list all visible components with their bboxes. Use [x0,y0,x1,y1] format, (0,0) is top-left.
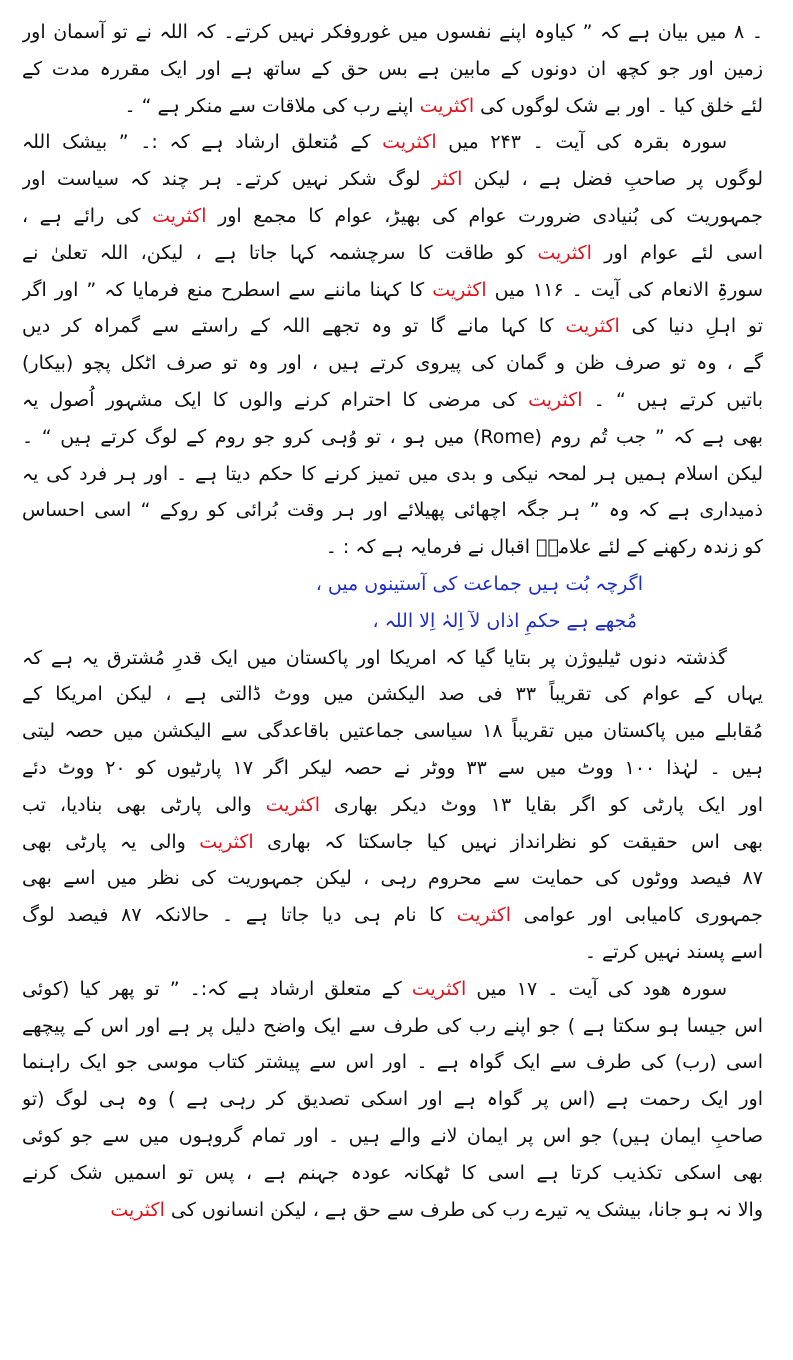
text-line [22,161,763,198]
highlighted-word: اکثریت [565,315,620,338]
text-segment: کی مرضی کا احترام کرنے والوں کا ایک مشہور اُصول یہ [22,388,529,411]
text-segment: جمہوری کامیابی اور عوامی [511,904,763,927]
text-segment: کا کہنا ماننے سے اسطرح منع فرمایا کہ ” اور اگر [22,278,433,301]
text-segment: سورۃِ الانعام کی آیت ۔ ۱۱۶ میں [486,278,763,301]
text-line [22,492,763,529]
text-line [22,1081,763,1118]
text-segment: مُقابلے میں پاکستان میں تقریباً ۱۸ سیاسی جماعتیں باقاعدگی سے الیکشن میں حصہ لیتی [22,720,763,743]
paragraph [22,14,763,124]
highlighted-word: اکثریت [382,131,437,154]
text-segment: باتیں کرتے ہیں “ ۔ [582,388,763,411]
text-segment: مُجھے ہے حکمِ اذاں لآ اِلہٰ اِلا اللہ ، [372,609,637,632]
text-segment: کو زندہ رکھنے کے لئے علامہؒ اقبال نے فرمایہ ہے کہ : ۔ [325,536,763,559]
text-line [22,88,763,125]
text-segment: کا کہا مانے گا تو وہ تجھے اللہ کے راستے سے گمراہ کر دیں [22,315,566,338]
text-segment: کا نام ہی دیا جاتا ہے ۔ حالانکہ ۸۷ فیصد لوگ [22,904,457,927]
text-segment: لیکن اسلام ہمیں ہر لمحہ نیکی و بدی میں تمیز کرنے کا حکم دیتا ہے ۔ اور ہر فرد کی یہ [22,462,763,485]
text-segment: اس جیسا ہو سکتا ہے ) جو اپنے رب کی طرف سے ایک واضح دلیل پر ہے اور اس کے پیچھے [22,1014,763,1037]
text-segment: کے مُتعلق ارشاد ہے کہ :۔ ” بیشک اللہ [22,131,383,154]
text-segment: جمہوریت کی بُنیادی ضرورت عوام کی بھیڑ، عوام کا مجمع اور [206,204,763,227]
document-body [22,14,763,1228]
text-line [22,971,763,1008]
paragraph [22,971,763,1229]
text-segment: والی پارٹی بھی بنادیا، تب [22,793,266,816]
text-line [22,824,763,861]
text-line [22,235,763,272]
text-segment: سورہ ھود کی آیت ۔ ۱۷ میں [466,977,727,1000]
text-line [22,787,763,824]
text-segment: بھی اس حقیقت کو نظرانداز نہیں کیا جاسکتا کہ بھاری [253,830,763,853]
paragraph [22,640,763,971]
poetry-verse [22,566,763,640]
highlighted-word: اکثریت [110,1198,165,1221]
text-line [22,1008,763,1045]
text-line [22,640,763,677]
text-segment: والی یہ پارٹی بھی [22,830,200,853]
text-segment: اگرچہ بُت ہیں جماعت کی آستینوں میں ، [315,572,643,595]
text-segment: ہیں ۔ لہٰذا ۱۰۰ ووٹ میں سے ۳۳ ووٹر نے حصہ لیکر اگر ۱۷ پارٹیوں کو ۲۰ ووٹ دئے [22,756,763,779]
text-segment: گذشتہ دنوں ٹیلیوژن پر بتایا گیا کہ امریکا اور پاکستان میں ایک قدرِ مُشترق یہ ہے کہ [22,646,727,669]
text-line [22,308,763,345]
highlighted-word: اکثریت [528,388,583,411]
text-segment: اور ایک پارٹی کو اگر بقایا ۱۳ ووٹ دیکر بھاری [320,793,763,816]
text-line [22,529,763,566]
highlighted-word: اکثریت [456,904,512,927]
text-line [22,1044,763,1081]
text-segment: اسے پسند نہیں کرتے ۔ [584,940,763,963]
text-segment: اسی لئے عوام اور [591,241,763,264]
text-segment: لوگ شکر نہیں کرتے۔ ہر چند کہ سیاست اور [22,168,432,191]
verse-line [22,566,763,603]
text-line [22,934,763,971]
text-segment: گے ، وہ تو صرف ظن و گمان کی پیروی کرتے ہیں ، اور وہ تو صرف اٹکل پچو (بیکار) [22,352,763,375]
highlighted-word: اکثریت [199,830,254,853]
text-line [22,382,763,419]
text-segment: زمین اور جو کچھ ان دونوں کے مابین ہے بس حق کے ساتھ ہے اور ایک مقررہ مدت کے [22,57,763,80]
text-segment: ۸۷ فیصد ووٹوں کی حمایت سے محروم رہی ، لیکن جمہوریت کی نظر میں اسے بھی [22,867,763,890]
text-segment: ۔ ۸ میں بیان ہے کہ ” کیاوہ اپنے نفسوں میں غوروفکر نہیں کرتے۔ کہ اللہ نے تو آسمان اور [22,21,763,43]
text-line [22,419,763,456]
text-line [22,124,763,161]
highlighted-word: اکثریت [419,94,475,117]
highlighted-word: اکثر [431,168,463,191]
text-line [22,713,763,750]
text-segment: یہاں کے عوام کی تقریباً ۳۳ فی صد الیکشن میں ووٹ ڈالتی ہے ، لیکن امریکا کے [22,683,763,706]
highlighted-word: اکثریت [152,204,207,227]
text-segment: لوگوں پر صاحبِ فضل ہے ، لیکن [462,168,763,191]
text-segment: اور ایک رحمت ہے (اس پر گواہ ہے اور اسکی تصدیق کر رہی ہے ) وہ ہی لوگ (تو [22,1088,763,1111]
text-line [22,345,763,382]
text-line [22,272,763,309]
text-line [22,1155,763,1192]
text-segment: بھی ہے کہ ” جب تُم روم (Rome) میں ہو ، تو وُہی کرو جو روم کے لوگ کرتے ہیں “ ۔ [22,425,763,448]
text-segment: لئے خلق کیا ۔ اور بے شک لوگوں کی [474,94,763,117]
highlighted-word: اکثریت [265,793,321,816]
text-segment: کے متعلق ارشاد ہے کہ:۔ ” تو پھر کیا (کوئی [22,977,412,1000]
text-line [22,897,763,934]
paragraph [22,124,763,566]
text-line [22,456,763,493]
verse-line [22,603,763,640]
text-line [22,14,763,51]
text-segment: والا نہ ہو جانا، بیشک یہ تیرے رب کی طرف سے حق ہے ، لیکن انسانوں کی [164,1198,763,1221]
text-line [22,750,763,787]
text-segment: کو طاقت کا سرچشمہ کہا جاتا ہے ، لیکن، اللہ تعلیٰ نے [22,241,538,264]
text-segment: اپنے رب کی ملاقات سے منکر ہے “ ۔ [124,94,420,117]
highlighted-word: اکثریت [411,977,467,1000]
text-line [22,676,763,713]
text-segment: سورہ بقرہ کی آیت ۔ ۲۴۳ میں [436,131,727,154]
text-line [22,860,763,897]
text-line [22,198,763,235]
text-segment: ذمیداری ہے کہ وہ ” ہر جگہ اچھائی پھیلائے اور ہر وقت بُرائی کو روکے “ اسی احساس [22,499,763,522]
text-segment: صاحبِ ایمان ہیں) جو اس پر ایمان لانے والے ہیں ۔ اور تمام گروہوں میں سے جو کوئی [22,1124,763,1147]
text-segment: تو اہلِ دنیا کی [619,315,763,338]
text-segment: بھی اسکی تکذیب کرتا ہے اسی کا ٹھکانہ عودہ جہنم ہے ، پس تو اسمیں شک کرنے [22,1161,763,1184]
highlighted-word: اکثریت [432,278,487,301]
text-line [22,1118,763,1155]
text-segment: کی رائے ہے ، [22,204,153,227]
text-segment: اسی (رب) کی طرف سے ایک گواہ ہے ۔ اور اس سے پیشتر کتاب موسی جو ایک راہنما [22,1051,763,1074]
highlighted-word: اکثریت [537,241,592,264]
text-line [22,51,763,88]
text-line [22,1192,763,1229]
